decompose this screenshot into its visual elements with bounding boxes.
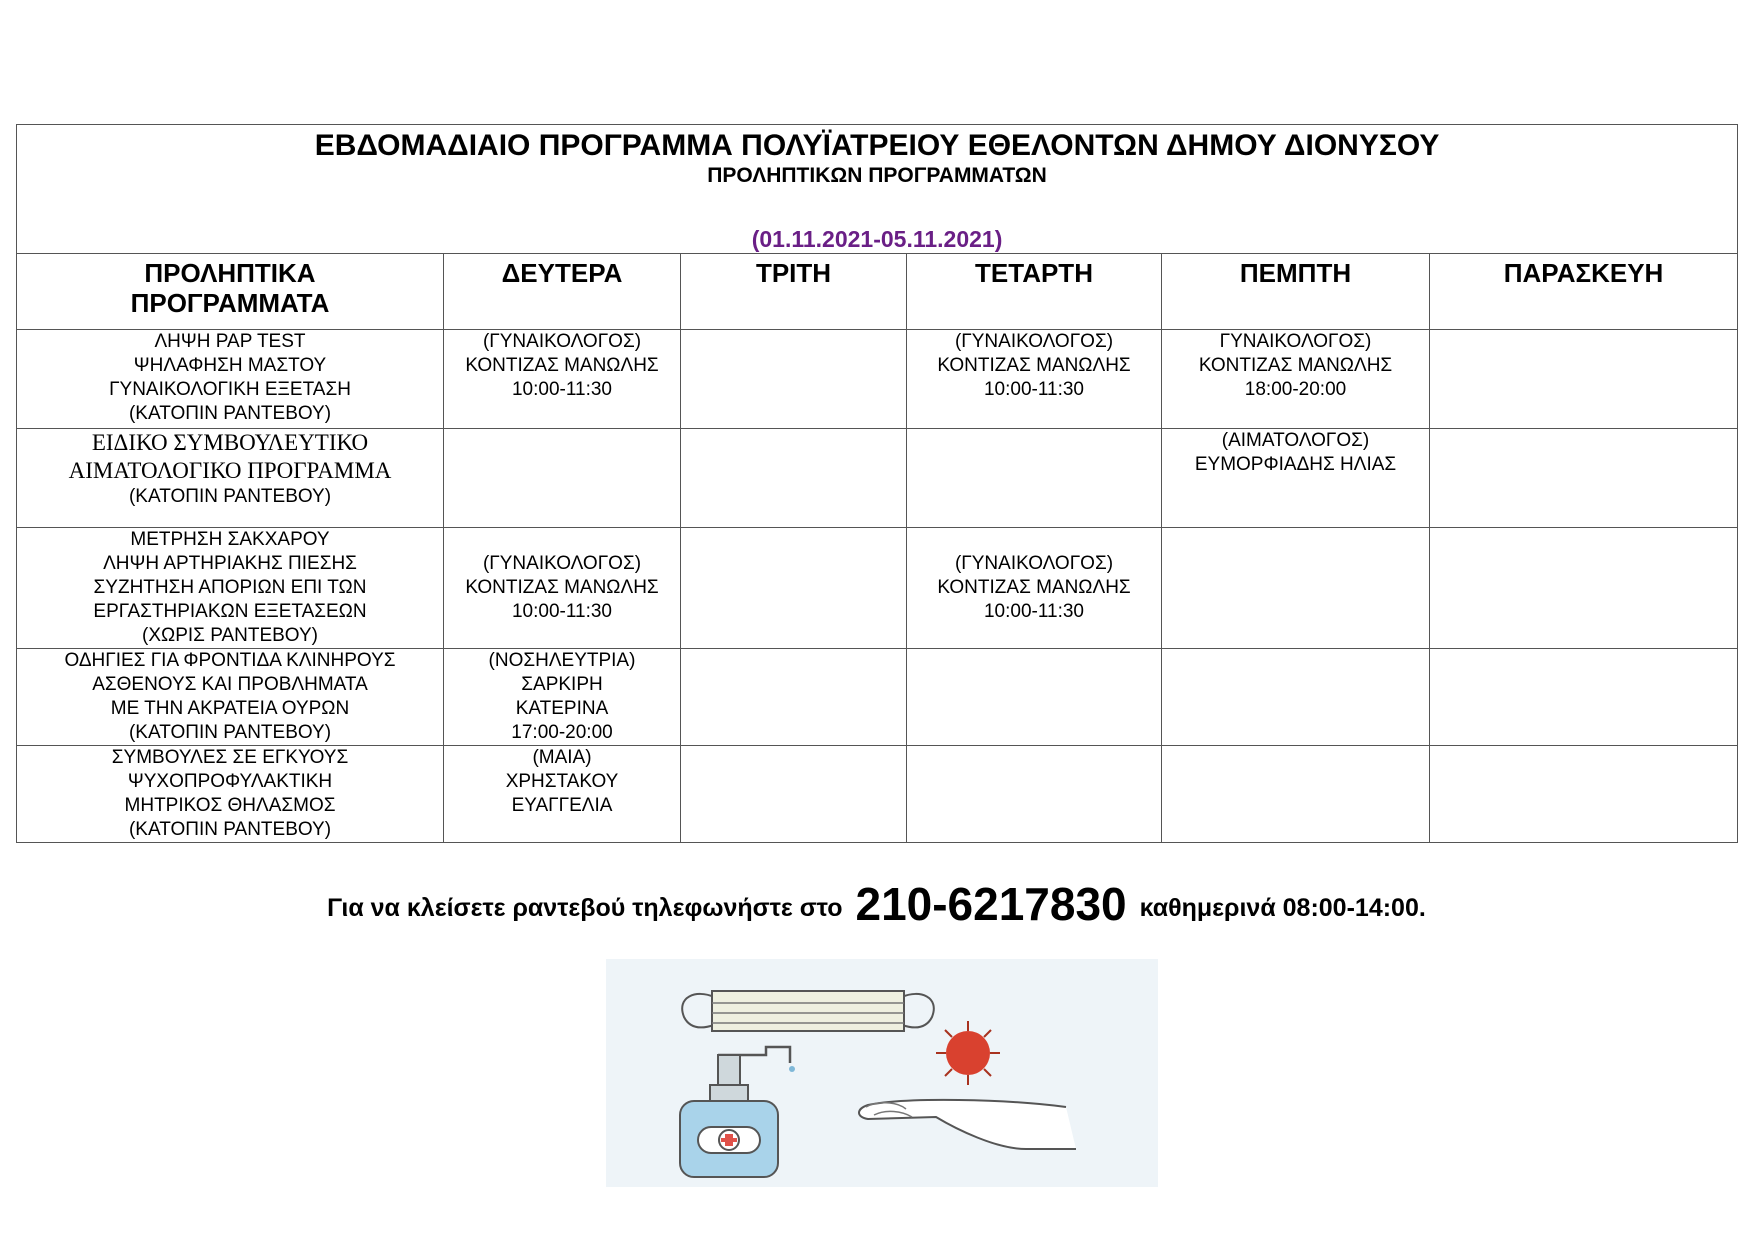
day-cell-line: ΣΑΡΚΙΡΗ [521,674,603,695]
column-header-line: ΠΡΟΓΡΑΜΜΑΤΑ [130,288,330,318]
day-cell [681,528,907,649]
page-subtitle: ΠΡΟΛΗΠΤΙΚΩΝ ΠΡΟΓΡΑΜΜΑΤΩΝ [707,164,1047,187]
column-header-line: ΔΕΥΤΕΡΑ [501,258,623,288]
day-cell-line: ΚΟΝΤΙΖΑΣ ΜΑΝΩΛΗΣ [465,355,659,376]
program-line: ΜΗΤΡΙΚΟΣ ΘΗΛΑΣΜΟΣ [124,795,336,816]
day-cell-line: ΧΡΗΣΤΑΚΟΥ [505,771,619,792]
column-header-day [444,254,681,330]
program-line: ΜΕΤΡΗΣΗ ΣΑΚΧΑΡΟΥ [130,529,330,550]
column-header-line: ΤΕΤΑΡΤΗ [975,258,1093,288]
day-cell [1430,528,1738,649]
day-cell-line: (ΓΥΝΑΙΚΟΛΟΓΟΣ) [954,553,1114,574]
program-cell [17,330,444,429]
day-cell [444,330,681,429]
program-line: ΑΙΜΑΤΟΛΟΓΙΚΟ ΠΡΟΓΡΑΜΜΑ [68,458,392,483]
day-cell-line: 10:00-11:30 [983,379,1084,400]
day-cell [907,429,1162,528]
day-cell-line: (ΜΑΙΑ) [532,747,592,768]
day-cell-line: 10:00-11:30 [983,601,1084,622]
day-cell-line: 17:00-20:00 [511,722,613,743]
program-line: ΨΗΛΑΦΗΣΗ ΜΑΣΤΟΥ [133,355,327,376]
schedule-body [17,330,1738,843]
booking-phone: 210-6217830 [855,878,1127,930]
program-line: ΕΙΔΙΚΟ ΣΥΜΒΟΥΛΕΥΤΙΚΟ [91,430,369,455]
program-line: ΑΣΘΕΝΟΥΣ ΚΑΙ ΠΡΟΒΛΗΜΑΤΑ [92,674,368,695]
day-cell-line: 10:00-11:30 [511,601,612,622]
day-cell [907,330,1162,429]
day-cell-line: 18:00-20:00 [1244,379,1347,400]
day-cell-line: (ΓΥΝΑΙΚΟΛΟΓΟΣ) [954,331,1114,352]
program-cell [17,649,444,746]
column-header-day [907,254,1162,330]
day-cell [444,746,681,843]
day-cell-line: ΕΥΑΓΓΕΛΙΑ [511,795,613,816]
day-cell [444,649,681,746]
program-line: ΣΥΜΒΟΥΛΕΣ ΣΕ ΕΓΚΥΟΥΣ [111,747,349,768]
day-cell [1430,746,1738,843]
day-cell [444,528,681,649]
day-cell-line: (ΑΙΜΑΤΟΛΟΓΟΣ) [1221,430,1370,451]
day-cell [907,649,1162,746]
schedule-table [16,124,1738,843]
day-cell-line: ΚΟΝΤΙΖΑΣ ΜΑΝΩΛΗΣ [937,355,1131,376]
day-cell [1430,330,1738,429]
day-cell [907,528,1162,649]
program-cell [17,528,444,649]
day-cell-line: 10:00-11:30 [511,379,612,400]
day-cell-line: (ΓΥΝΑΙΚΟΛΟΓΟΣ) [482,553,642,574]
day-cell-line: ΚΟΝΤΙΖΑΣ ΜΑΝΩΛΗΣ [1198,355,1393,376]
program-line: (ΚΑΤΟΠΙΝ ΡΑΝΤΕΒΟΥ) [128,722,332,743]
program-cell [17,429,444,528]
day-cell [1162,528,1430,649]
face-mask-icon [682,991,934,1031]
table-row [17,528,1738,649]
table-row [17,746,1738,843]
day-cell [1430,429,1738,528]
column-header-line: ΠΡΟΛΗΠΤΙΚΑ [144,258,316,288]
day-cell [1430,649,1738,746]
program-line: (ΚΑΤΟΠΙΝ ΡΑΝΤΕΒΟΥ) [128,819,332,840]
program-line: ΛΗΨΗ PAP TEST [154,331,306,352]
virus-icon [936,1021,1000,1085]
column-header-day [1430,254,1738,330]
day-cell-line: ΓΥΝΑΙΚΟΛΟΓΟΣ) [1219,331,1372,352]
program-line: ΕΡΓΑΣΤΗΡΙΑΚΩΝ ΕΞΕΤΑΣΕΩΝ [93,601,367,622]
program-line: ΜΕ ΤΗΝ ΑΚΡΑΤΕΙΑ ΟΥΡΩΝ [110,698,350,719]
day-cell [681,429,907,528]
column-header-day [681,254,907,330]
day-cell [907,746,1162,843]
program-line: (ΚΑΤΟΠΙΝ ΡΑΝΤΕΒΟΥ) [128,486,332,507]
day-cell-line [444,528,680,552]
column-header-programs [17,254,444,330]
day-cell-line: ΚΑΤΕΡΙΝΑ [515,698,609,719]
column-header-row [17,254,1738,330]
column-header-day [1162,254,1430,330]
day-cell [1162,330,1430,429]
day-cell [1162,429,1430,528]
day-cell-line: ΕΥΜΟΡΦΙΑΔΗΣ ΗΛΙΑΣ [1194,454,1397,475]
day-cell-line: (ΓΥΝΑΙΚΟΛΟΓΟΣ) [482,331,642,352]
day-cell-line: (ΝΟΣΗΛΕΥΤΡΙΑ) [488,650,636,671]
program-line: ΟΔΗΓΙΕΣ ΓΙΑ ΦΡΟΝΤΙΔΑ ΚΛΙΝΗΡΟΥΣ [64,650,396,671]
day-cell [444,429,681,528]
day-cell-line: ΚΟΝΤΙΖΑΣ ΜΑΝΩΛΗΣ [937,577,1131,598]
table-row [17,429,1738,528]
program-line: (ΧΩΡΙΣ ΡΑΝΤΕΒΟΥ) [142,625,318,646]
day-cell-line: ΚΟΝΤΙΖΑΣ ΜΑΝΩΛΗΣ [465,577,659,598]
program-line: ΨΥΧΟΠΡΟΦΥΛΑΚΤΙΚΗ [127,771,333,792]
table-row [17,330,1738,429]
day-cell [1162,746,1430,843]
hygiene-illustration [606,959,1158,1187]
program-cell [17,746,444,843]
booking-hours: καθημερινά 08:00-14:00. [1139,894,1426,922]
column-header-line: ΤΡΙΤΗ [755,258,832,288]
column-header-line: ΠΕΜΠΤΗ [1239,258,1352,288]
schedule-header [17,125,1738,254]
booking-text: Για να κλείσετε ραντεβού τηλεφωνήστε στο [327,894,843,922]
day-cell [681,330,907,429]
day-cell [681,649,907,746]
program-line: ΣΥΖΗΤΗΣΗ ΑΠΟΡΙΩΝ ΕΠΙ ΤΩΝ [93,577,367,598]
day-cell-line [907,528,1161,552]
program-line: ΓΥΝΑΙΚΟΛΟΓΙΚΗ ΕΞΕΤΑΣΗ [109,379,351,400]
booking-info [0,878,1753,934]
program-line: (ΚΑΤΟΠΙΝ ΡΑΝΤΕΒΟΥ) [128,403,332,424]
page-title: ΕΒΔΟΜΑΔΙΑΙΟ ΠΡΟΓΡΑΜΜΑ ΠΟΛΥΪΑΤΡΕΙΟΥ ΕΘΕΛΟΝΤΩΝ ΔΗΜΟΥ ΔΙΟΝΥΣΟΥ [314,129,1440,162]
table-row [17,649,1738,746]
date-range: (01.11.2021-05.11.2021) [751,226,1003,252]
program-line: ΛΗΨΗ ΑΡΤΗΡΙΑΚΗΣ ΠΙΕΣΗΣ [103,553,357,574]
column-header-line: ΠΑΡΑΣΚΕΥΗ [1503,258,1664,288]
day-cell [1162,649,1430,746]
day-cell [681,746,907,843]
